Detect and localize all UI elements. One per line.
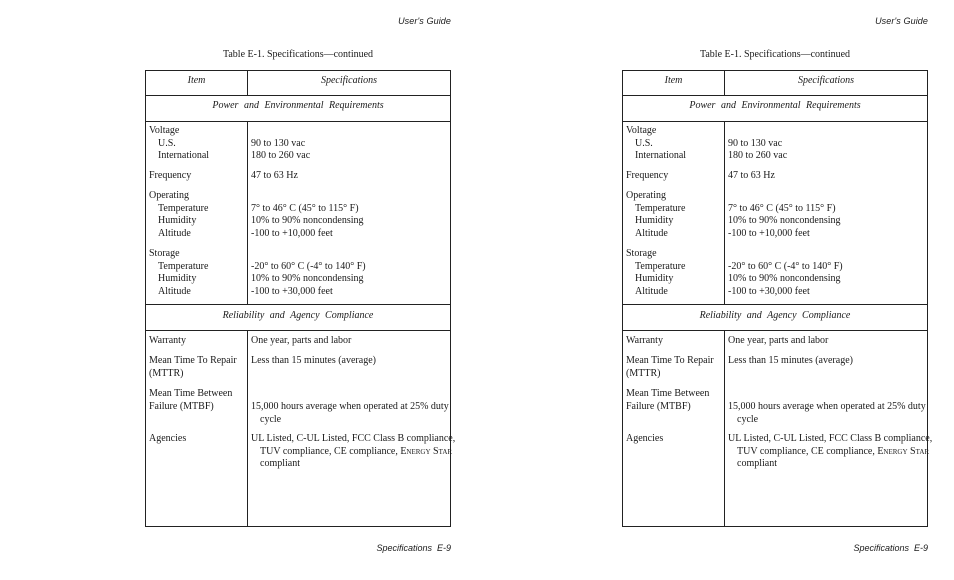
frequency-label: Frequency bbox=[626, 170, 669, 181]
section-heading-reliability: Reliability and Agency Compliance bbox=[699, 310, 851, 321]
operating-label: Operating Temperature Humidity Altitude bbox=[626, 190, 686, 239]
mtbf-value: 15,000 hours average when operated at 25% duty cycle bbox=[251, 401, 449, 425]
running-header: User's Guide bbox=[398, 16, 451, 26]
agencies-value: UL Listed, C-UL Listed, FCC Class B compliance, TUV compliance, CE compliance, Energy Star compliant bbox=[251, 433, 456, 470]
storage-label: Storage Temperature Humidity Altitude bbox=[149, 248, 209, 297]
operating-label: Operating Temperature Humidity Altitude bbox=[149, 190, 209, 239]
storage-label: Storage Temperature Humidity Altitude bbox=[626, 248, 686, 297]
warranty-value: One year, parts and labor bbox=[251, 335, 352, 346]
mttr-label: Mean Time To Repair (MTTR) bbox=[626, 355, 714, 379]
column-divider bbox=[247, 121, 248, 304]
column-header-specifications: Specifications bbox=[320, 75, 378, 86]
voltage-label: Voltage U.S. International bbox=[149, 125, 210, 162]
voltage-values: 90 to 130 vac 180 to 260 vac bbox=[251, 137, 311, 162]
mttr-label: Mean Time To Repair (MTTR) bbox=[149, 355, 237, 379]
frequency-label: Frequency bbox=[149, 170, 192, 181]
column-divider bbox=[724, 121, 725, 304]
frequency-value: 47 to 63 Hz bbox=[251, 170, 298, 181]
spec-table bbox=[145, 70, 456, 527]
warranty-label: Warranty bbox=[626, 335, 663, 346]
mtbf-label: Mean Time Between Failure (MTBF) bbox=[626, 388, 710, 412]
agencies-label: Agencies bbox=[626, 433, 664, 444]
section-rule bbox=[146, 304, 450, 305]
running-footer: Specifications E-9 bbox=[376, 543, 451, 553]
agencies-value: UL Listed, C-UL Listed, FCC Class B compliance, TUV compliance, CE compliance, Energy Star compliant bbox=[728, 433, 933, 470]
header-rule bbox=[623, 95, 927, 96]
mttr-value: Less than 15 minutes (average) bbox=[728, 355, 853, 366]
mttr-value: Less than 15 minutes (average) bbox=[251, 355, 376, 366]
energy-star-mark: Energy Star bbox=[877, 445, 930, 457]
section-rule bbox=[146, 330, 450, 331]
section-rule bbox=[623, 304, 927, 305]
mtbf-value: 15,000 hours average when operated at 25% duty cycle bbox=[728, 401, 926, 425]
operating-values: 7° to 46° C (45° to 115° F) 10% to 90% noncondensing -100 to +10,000 feet bbox=[251, 202, 364, 239]
agencies-label: Agencies bbox=[149, 433, 187, 444]
header-rule bbox=[146, 95, 450, 96]
column-divider bbox=[724, 330, 725, 526]
operating-values: 7° to 46° C (45° to 115° F) 10% to 90% noncondensing -100 to +10,000 feet bbox=[728, 202, 841, 239]
column-header-item: Item bbox=[664, 75, 683, 86]
running-footer: Specifications E-9 bbox=[853, 543, 928, 553]
column-divider bbox=[247, 330, 248, 526]
column-header-item: Item bbox=[187, 75, 206, 86]
voltage-values: 90 to 130 vac 180 to 260 vac bbox=[728, 137, 788, 162]
section-rule bbox=[623, 330, 927, 331]
warranty-value: One year, parts and labor bbox=[728, 335, 829, 346]
section-heading-reliability: Reliability and Agency Compliance bbox=[222, 310, 374, 321]
section-rule bbox=[623, 121, 927, 122]
voltage-label: Voltage U.S. International bbox=[626, 125, 687, 162]
warranty-label: Warranty bbox=[149, 335, 186, 346]
section-rule bbox=[146, 121, 450, 122]
running-header: User's Guide bbox=[875, 16, 928, 26]
column-header-specifications: Specifications bbox=[797, 75, 855, 86]
energy-star-mark: Energy Star bbox=[400, 445, 453, 457]
table-caption: Table E-1. Specifications—continued bbox=[222, 49, 374, 60]
mtbf-label: Mean Time Between Failure (MTBF) bbox=[149, 388, 233, 412]
table-caption: Table E-1. Specifications—continued bbox=[699, 49, 851, 60]
section-heading-power: Power and Environmental Requirements bbox=[689, 100, 861, 111]
storage-values: -20° to 60° C (-4° to 140° F) 10% to 90% noncondensing -100 to +30,000 feet bbox=[728, 260, 843, 297]
storage-values: -20° to 60° C (-4° to 140° F) 10% to 90% noncondensing -100 to +30,000 feet bbox=[251, 260, 366, 297]
right-page bbox=[477, 0, 954, 580]
section-heading-power: Power and Environmental Requirements bbox=[212, 100, 384, 111]
frequency-value: 47 to 63 Hz bbox=[728, 170, 775, 181]
spec-table bbox=[622, 70, 933, 527]
